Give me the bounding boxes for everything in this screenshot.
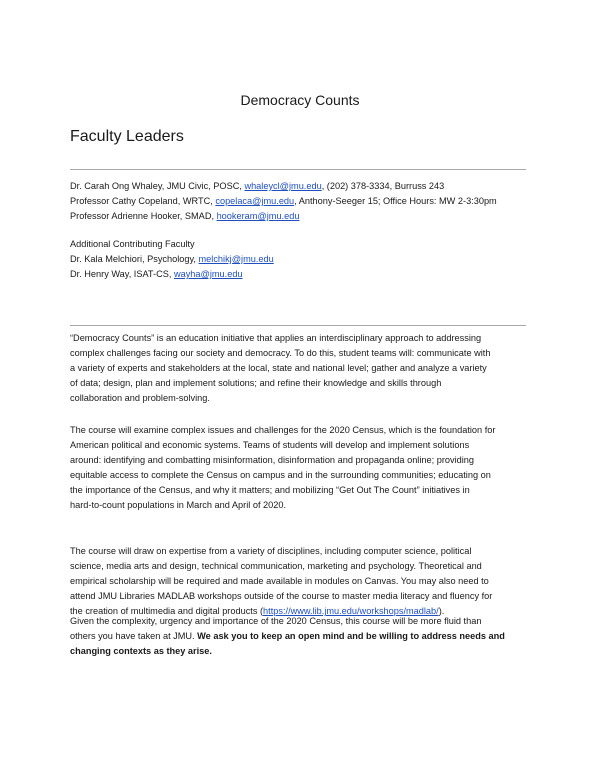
madlab-link[interactable]: https://www.lib.jmu.edu/workshops/madlab/ (263, 606, 439, 617)
paragraph-line: science, media arts and design, technical communication, marketing and psychology. Theoretical and (70, 561, 482, 572)
paragraph-line: “Democracy Counts” is an education initiative that applies an interdisciplinary approach to addressing (70, 333, 482, 343)
horizontal-rule (70, 169, 526, 170)
email-link[interactable]: hookeram@jmu.edu (216, 211, 300, 221)
document-title: Democracy Counts (240, 92, 360, 108)
faculty-text: Professor Adrienne Hooker, SMAD, (70, 211, 217, 221)
emphasis-text: We ask you to keep an open mind and be willing to address needs and (197, 631, 505, 642)
paragraph-line: around: identifying and combatting misinformation, disinformation and propaganda online; providing (70, 455, 474, 466)
paragraph-line: The course will examine complex issues and challenges for the 2020 Census, which is the foundation for (70, 425, 496, 435)
faculty-leaders-list (70, 179, 530, 224)
email-link[interactable]: melchikj@jmu.edu (198, 254, 274, 264)
emphasis-text: changing contexts as they arise. (70, 646, 212, 657)
paragraph-line: equitable access to complete the Census on campus and in the surrounding communities; educating on (70, 470, 491, 481)
paragraph-text: others you have taken at JMU. (70, 631, 198, 642)
paragraph-line: the importance of the Census, and why it matters; and mobilizing “Get Out The Count” initiatives in (70, 485, 470, 496)
paragraph-line: Given the complexity, urgency and importance of the 2020 Census, this course will be more fluid than (70, 616, 482, 626)
paragraph-line: of data; design, plan and implement solutions; and refine their knowledge and skills through (70, 378, 442, 389)
paragraph-line: attend JMU Libraries MADLAB workshops outside of the course to master media literacy and fluency for (70, 591, 493, 602)
paragraph-line: collaboration and problem-solving. (70, 393, 210, 404)
email-link[interactable]: copelaca@jmu.edu (215, 196, 295, 206)
paragraph-line: complex challenges facing our society and democracy. To do this, student teams will: communicate with (70, 348, 491, 359)
additional-faculty-list (70, 237, 530, 282)
paragraph-line: empirical scholarship will be required and made available in modules on Canvas. You may also need to (70, 576, 489, 587)
paragraph-text: ). (438, 606, 445, 617)
additional-heading: Additional Contributing Faculty (70, 239, 195, 249)
faculty-text: , Anthony-Seeger 15; Office Hours: MW 2-3:30pm (294, 196, 497, 206)
paragraph-text: the creation of multimedia and digital products ( (70, 606, 264, 617)
faculty-text: Dr. Carah Ong Whaley, JMU Civic, POSC, (70, 181, 245, 191)
paragraph-line: The course will draw on expertise from a variety of disciplines, including computer science, political (70, 546, 472, 556)
faculty-line (70, 209, 530, 224)
faculty-text: Dr. Kala Melchiori, Psychology, (70, 254, 199, 264)
faculty-line (70, 194, 530, 209)
paragraph-line: hard-to-count populations in March and April of 2020. (70, 500, 287, 511)
paragraph-line: a variety of experts and stakeholders at the local, state and national level; gather and analyze a variety (70, 363, 487, 374)
faculty-line (70, 179, 530, 194)
faculty-line (70, 252, 530, 267)
faculty-line (70, 267, 530, 282)
paragraph-disciplines (70, 544, 530, 619)
paragraph-census (70, 423, 530, 514)
paragraph-line (70, 629, 530, 644)
paragraph-closing (70, 614, 530, 659)
faculty-text: Professor Cathy Copeland, WRTC, (70, 196, 216, 206)
paragraph-line: American political and economic systems. Teams of students will develop and implement solutions (70, 440, 470, 451)
paragraph-intro (70, 331, 530, 406)
section-heading: Faculty Leaders (70, 128, 184, 145)
faculty-text: , (202) 378-3334, Burruss 243 (321, 181, 445, 191)
faculty-text: Dr. Henry Way, ISAT-CS, (70, 269, 174, 279)
email-link[interactable]: wayha@jmu.edu (173, 269, 243, 279)
email-link[interactable]: whaleycl@jmu.edu (244, 181, 322, 191)
horizontal-rule (70, 325, 526, 326)
